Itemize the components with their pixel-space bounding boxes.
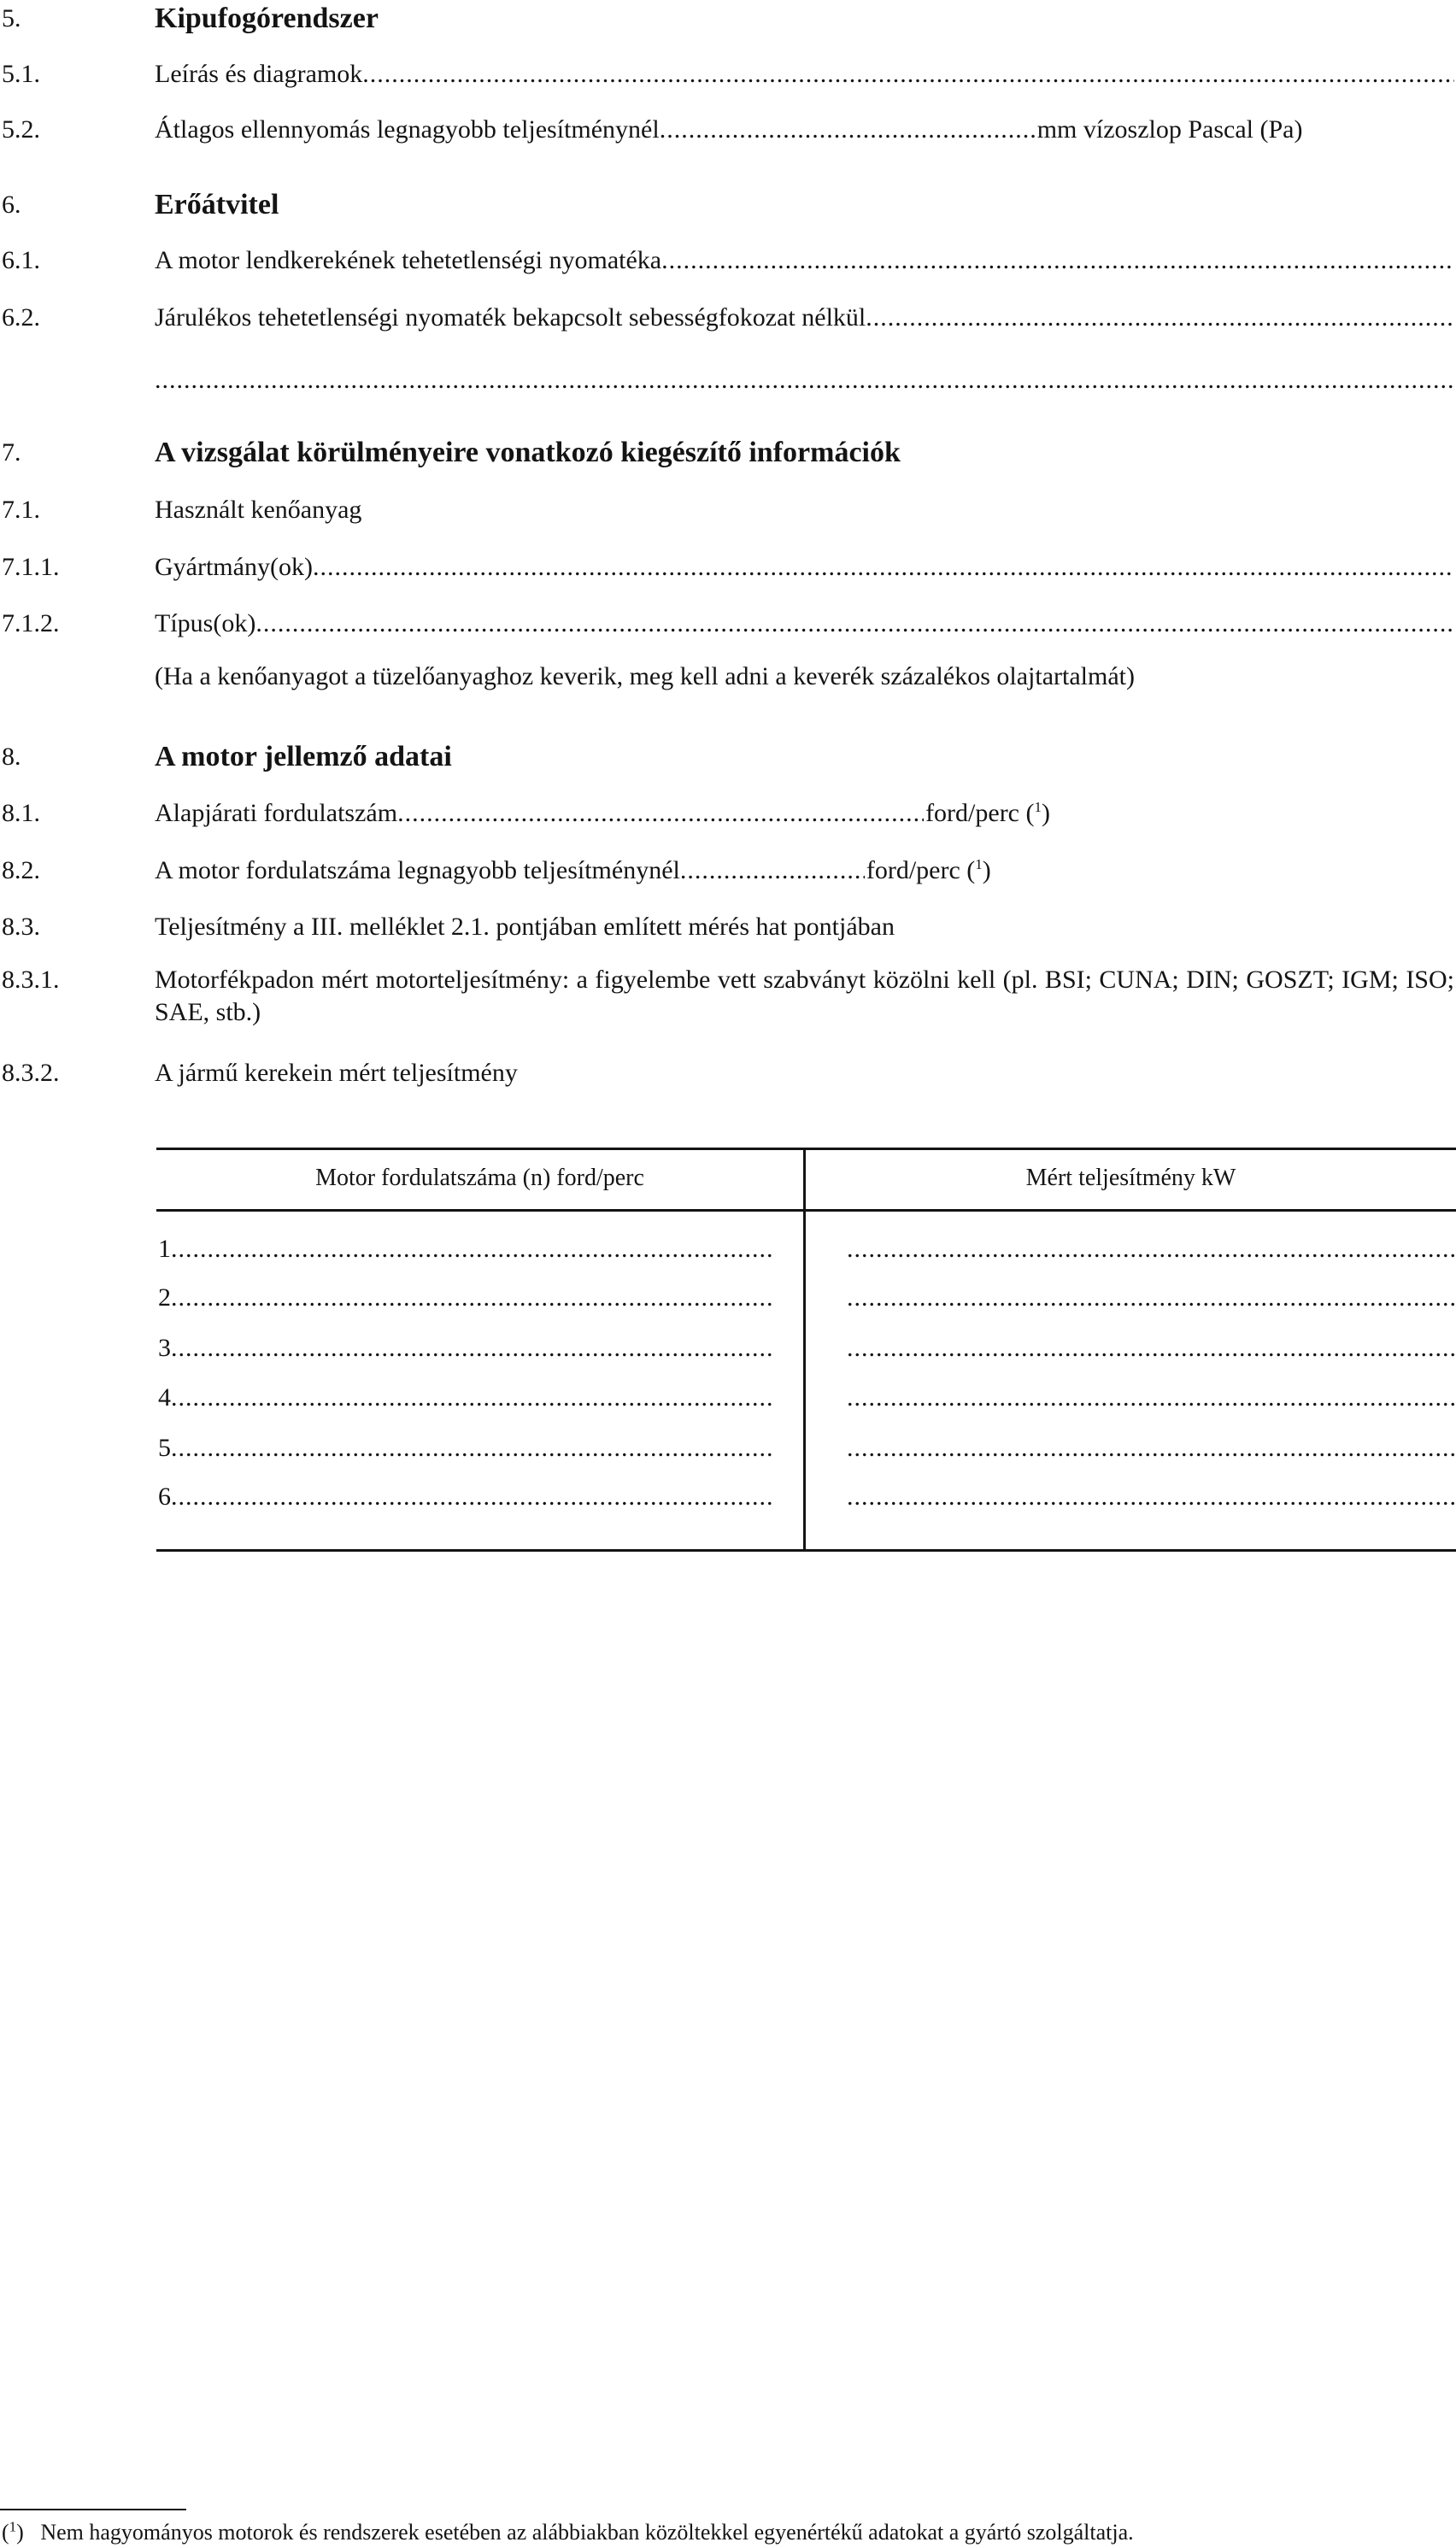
lubricant-note	[0, 658, 1456, 696]
footnote-ref[interactable]: 1	[1034, 799, 1042, 815]
row-number: 6	[158, 1482, 171, 1511]
item-8-3	[0, 908, 1456, 946]
item-label: Típus(ok)	[155, 609, 256, 637]
section-title: Erőátvitel	[155, 189, 279, 220]
item-6-1	[0, 242, 1456, 279]
item-number: 5.1.	[2, 60, 40, 88]
item-label: A motor fordulatszáma legnagyobb teljesítménynél	[155, 856, 680, 884]
item-8-1	[0, 795, 1456, 832]
item-number: 7.1.	[2, 496, 40, 524]
item-6-2	[0, 299, 1456, 337]
item-label: Teljesítmény a III. melléklet 2.1. pontjában említett mérés hat pontjában	[155, 913, 895, 941]
section-6-heading	[0, 186, 1456, 224]
row-number: 2	[158, 1283, 171, 1312]
unit-label: ford/perc ($^1$)	[925, 799, 1050, 827]
item-number: 8.3.1.	[2, 966, 60, 994]
power-table	[156, 1148, 1456, 1553]
footnote-ref[interactable]: 1	[975, 856, 983, 872]
item-number: 8.3.	[2, 913, 40, 941]
table-row	[156, 1330, 1456, 1367]
column-header-rpm: Motor fordulatszáma (n) ford/perc	[315, 1165, 644, 1191]
item-number: 6.1.	[2, 246, 40, 274]
item-label: Használt kenőanyag	[155, 496, 362, 524]
fill-in-dots[interactable]	[661, 242, 1454, 279]
item-6-2-continuation	[0, 361, 1456, 399]
footnote-rule	[0, 2509, 186, 2510]
footnote-marker: 1	[9, 2518, 17, 2535]
fill-in-dots[interactable]	[255, 605, 1454, 643]
column-header-power: Mért teljesítmény kW	[1025, 1165, 1236, 1191]
rpm-field[interactable]	[171, 1478, 773, 1516]
row-number: 5	[158, 1434, 171, 1462]
rpm-field[interactable]	[171, 1330, 773, 1367]
item-number: 8.2.	[2, 856, 40, 884]
table-top-rule	[156, 1148, 1456, 1150]
item-label: A motor lendkerekének tehetetlenségi nyomatéka	[155, 246, 662, 274]
table-row	[156, 1279, 1456, 1317]
table-header-rule	[156, 1209, 1456, 1212]
fill-in-dots[interactable]	[397, 795, 924, 832]
item-number: 5.2.	[2, 115, 40, 144]
item-5-1	[0, 56, 1456, 93]
row-number: 3	[158, 1334, 171, 1362]
table-row	[156, 1230, 1456, 1268]
power-field[interactable]	[847, 1330, 1456, 1367]
item-label: Alapjárati fordulatszám	[155, 799, 398, 827]
item-7-1	[0, 491, 1456, 529]
item-label: A jármű kerekein mért teljesítmény	[155, 1059, 518, 1087]
item-8-2	[0, 852, 1456, 889]
section-number: 5.	[2, 4, 21, 32]
item-number: 6.2.	[2, 303, 40, 332]
power-field[interactable]	[847, 1279, 1456, 1317]
item-8-3-2	[0, 1054, 1456, 1092]
power-field[interactable]	[847, 1430, 1456, 1467]
table-row	[156, 1379, 1456, 1417]
item-label: Átlagos ellennyomás legnagyobb teljesítménynél	[155, 115, 660, 144]
footnote: ($^1$) Nem hagyományos motorok és rendszerek esetében az alábbiakban közöltekkel egyenértékű adatokat a gyártó szolgáltatja.	[2, 2518, 1134, 2545]
power-field[interactable]	[847, 1379, 1456, 1417]
fill-in-dots[interactable]	[362, 56, 1454, 93]
fill-in-dots[interactable]	[680, 852, 865, 889]
item-7-1-2	[0, 605, 1456, 643]
row-number: 4	[158, 1383, 171, 1412]
item-number: 8.1.	[2, 799, 40, 827]
item-number: 7.1.2.	[2, 609, 60, 637]
section-title: Kipufogórendszer	[155, 3, 379, 34]
item-label: Járulékos tehetetlenségi nyomaték bekapcsolt sebességfokozat nélkül	[155, 303, 866, 332]
item-number: 8.3.2.	[2, 1059, 60, 1087]
footnote-text: Nem hagyományos motorok és rendszerek esetében az alábbiakban közöltekkel egyenértékű adatokat a gyártó szolgáltatja.	[40, 2520, 1134, 2545]
section-7-heading	[0, 434, 1456, 472]
section-number: 6.	[2, 191, 21, 219]
section-title: A motor jellemző adatai	[155, 741, 452, 772]
item-5-2	[0, 111, 1456, 149]
table-row	[156, 1478, 1456, 1516]
table-row	[156, 1430, 1456, 1467]
unit-label: ford/perc ($^1$)	[866, 856, 991, 884]
item-7-1-1	[0, 549, 1456, 586]
section-title: A vizsgálat körülményeire vonatkozó kiegészítő információk	[155, 437, 901, 468]
section-number: 7.	[2, 438, 21, 467]
fill-in-dots[interactable]	[866, 299, 1454, 337]
rpm-field[interactable]	[171, 1379, 773, 1417]
fill-in-dots[interactable]	[660, 111, 1036, 149]
power-field[interactable]	[847, 1230, 1456, 1268]
rpm-field[interactable]	[171, 1279, 773, 1317]
row-number: 1	[158, 1235, 171, 1263]
item-label: Gyártmány(ok)	[155, 553, 313, 581]
fill-in-dots[interactable]	[155, 361, 1454, 399]
unit-label: mm vízoszlop Pascal (Pa)	[1036, 115, 1303, 144]
fill-in-dots[interactable]	[313, 549, 1454, 586]
power-field[interactable]	[847, 1478, 1456, 1516]
item-number: 7.1.1.	[2, 553, 60, 581]
item-label: Motorfékpadon mért motorteljesítmény: a figyelembe vett szabványt közölni kell (pl. BSI; CUNA; DIN; GOSZT; IGM; ISO; SAE, stb.)	[155, 966, 1454, 1026]
rpm-field[interactable]	[171, 1230, 773, 1268]
rpm-field[interactable]	[171, 1430, 773, 1467]
item-label: Leírás és diagramok	[155, 60, 363, 88]
table-bottom-rule	[156, 1549, 1456, 1552]
section-number: 8.	[2, 743, 21, 771]
section-5-heading	[0, 0, 1456, 38]
note-text: (Ha a kenőanyagot a tüzelőanyaghoz keverik, meg kell adni a keverék százalékos olajtartalmát)	[155, 662, 1135, 690]
section-8-heading	[0, 738, 1456, 776]
